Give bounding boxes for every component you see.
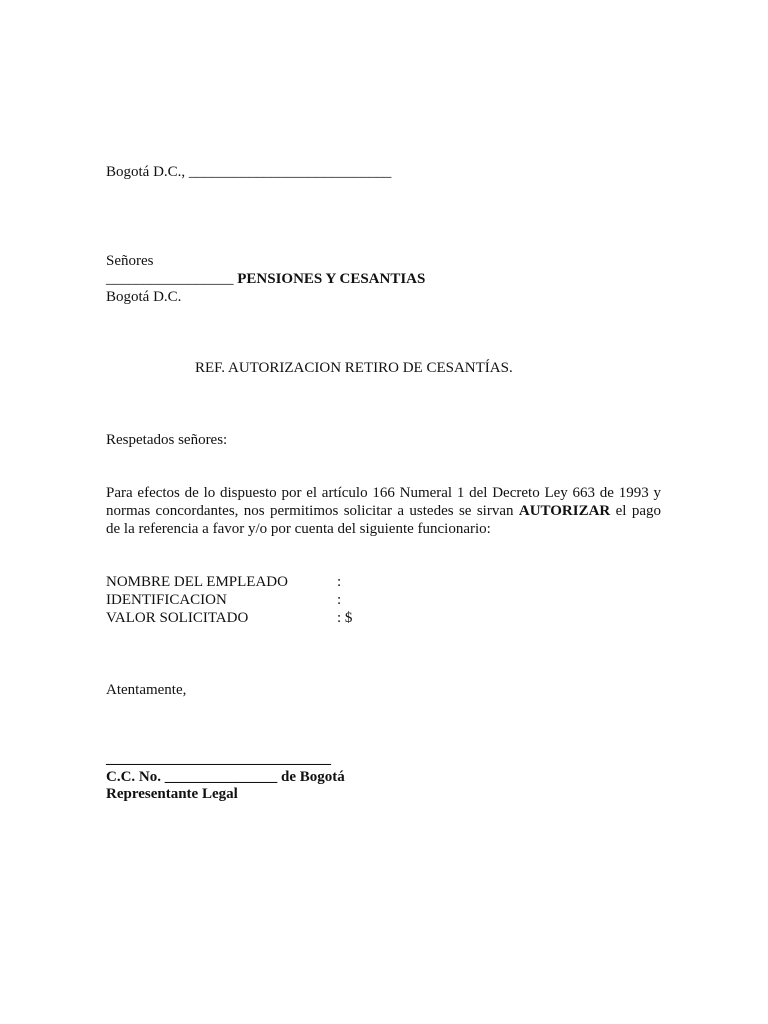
body-line-1: Para efectos de lo dispuesto por el artículo 166 Numeral 1 del Decreto Ley 663 de 1993 y bbox=[106, 485, 661, 501]
entity-blank: _________________ bbox=[106, 271, 234, 287]
field-value-identification: : bbox=[337, 592, 342, 608]
field-label-requested-value: VALOR SOLICITADO bbox=[106, 610, 249, 626]
addressee-entity bbox=[106, 270, 425, 288]
city-date-line: Bogotá D.C., ___________________________ bbox=[106, 164, 392, 180]
addressee-city: Bogotá D.C. bbox=[106, 289, 182, 305]
field-label-identification: IDENTIFICACION bbox=[106, 592, 227, 608]
reference-line: REF. AUTORIZACION RETIRO DE CESANTÍAS. bbox=[195, 360, 513, 376]
signature-id-line: C.C. No. _______________ de Bogotá bbox=[106, 769, 345, 785]
greeting: Respetados señores: bbox=[106, 432, 228, 448]
body-line-3: de la referencia a favor y/o por cuenta del siguiente funcionario: bbox=[106, 521, 491, 537]
addressee-title: Señores bbox=[106, 253, 154, 269]
signature-role: Representante Legal bbox=[106, 786, 238, 802]
signature-line: ______________________________ bbox=[106, 751, 331, 767]
closing: Atentamente, bbox=[106, 682, 187, 698]
field-value-requested-value: : $ bbox=[337, 610, 353, 626]
authorize-emphasis: AUTORIZAR bbox=[518, 503, 611, 519]
field-label-employee-name: NOMBRE DEL EMPLEADO bbox=[106, 574, 288, 590]
entity-name: PENSIONES Y CESANTIAS bbox=[237, 271, 426, 287]
body-line-2: normas concordantes, nos permitimos solicitar a ustedes se sirvan AUTORIZAR el pago bbox=[106, 503, 661, 519]
field-value-employee-name: : bbox=[337, 574, 342, 590]
